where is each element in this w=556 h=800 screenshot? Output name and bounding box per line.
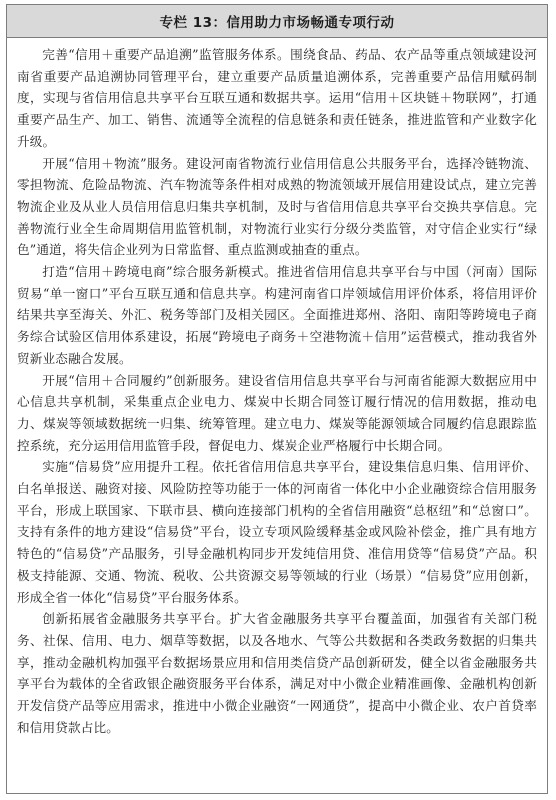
paragraph-contract-performance: 开展“信用＋合同履约”创新服务。建设省信用信息共享平台与河南省能源大数据应用中心信息共享机制，采集重点企业电力、煤炭中长期合同签订履行情况的信用数据，推动电力、煤炭等领域数据统一归集、统筹管理。建立电力、煤炭等能源领域合同履约信息跟踪监控系统，充分运用信用监管手段，督促电力、煤炭企业严格履行中长期合同。 [17, 372, 537, 453]
paragraph-credit-logistics: 开展“信用＋物流”服务。建设河南省物流行业信用信息公共服务平台，选择冷链物流、零担物流、危险品物流、汽车物流等条件相对成熟的物流领域开展信用建设试点，建立完善物流企业及从业人员信用信息归集共享机制，及时与省信用信息共享平台交换共享信息。完善物流行业全生命周期信用监管机制，对物流行业实行分级分类监管，对守信企业实行“绿色”通道，将失信企业列为日常监督、重点监测或抽查的重点。 [17, 155, 537, 258]
column-title: 专栏 13：信用助力市场畅通专项行动 [7, 5, 547, 38]
column-box [6, 4, 548, 794]
paragraph-financial-sharing-platform: 创新拓展省金融服务共享平台。扩大省金融服务共享平台覆盖面，加强省有关部门税务、社保、信用、电力、烟草等数据，以及各地水、气等公共数据和各类政务数据的归集共享，推动金融机构加强平台数据场景应用和信用类信贷产品创新研发，健全以省金融服务共享平台为载体的全省政银企融资服务平台体系，满足对中小微企业精准画像、金融机构创新开发信贷产品等应用需求，推进中小微企业融资“一网通贷”，提高中小微企业、农户首贷率和信用贷款占比。 [17, 611, 537, 735]
paragraph-product-traceability: 完善“信用＋重要产品追溯”监管服务体系。围绕食品、药品、农产品等重点领域建设河南省重要产品追溯协同管理平台，建立重要产品质量追溯体系，完善重要产品信用赋码制度，实现与省信用信息共享平台互联互通和数据共享。运用“信用＋区块链＋物联网”，打通重要产品生产、加工、销售、流通等全流程的信息链条和责任链条，推进监管和产业数字化升级。 [17, 47, 537, 149]
paragraph-cross-border-ecommerce: 打造“信用＋跨境电商”综合服务新模式。推进省信用信息共享平台与中国（河南）国际贸易“单一窗口”平台互联互通和信息共享。构建河南省口岸领域信用评价体系，将信用评价结果共享至海关、外汇、税务等部门及相关园区。全面推进郑州、洛阳、南阳等跨境电子商务综合试验区信用体系建设，拓展“跨境电子商务＋空港物流＋信用”运营模式，推动我省外贸新业态融合发展。 [17, 264, 537, 366]
column-body [7, 38, 547, 739]
paragraph-xinyidai: 实施“信易贷”应用提升工程。依托省信用信息共享平台，建设集信息归集、信用评价、白名单报送、融资对接、风险防控等功能于一体的河南省一体化中小企业融资综合信用服务平台，形成上联国家、下联市县、横向连接部门机构的全省信用融资“总枢纽”和“总窗口”。支持有条件的地方建设“信易贷”平台，设立专项风险缓释基金或风险补偿金，推广具有地方特色的“信易贷”产品服务，引导金融机构同步开发纯信用贷、准信用贷等“信易贷”产品。积极支持能源、交通、物流、税收、公共资源交易等领域的行业（场景）“信易贷”应用创新，形成全省一体化“信易贷”平台服务体系。 [17, 459, 537, 605]
